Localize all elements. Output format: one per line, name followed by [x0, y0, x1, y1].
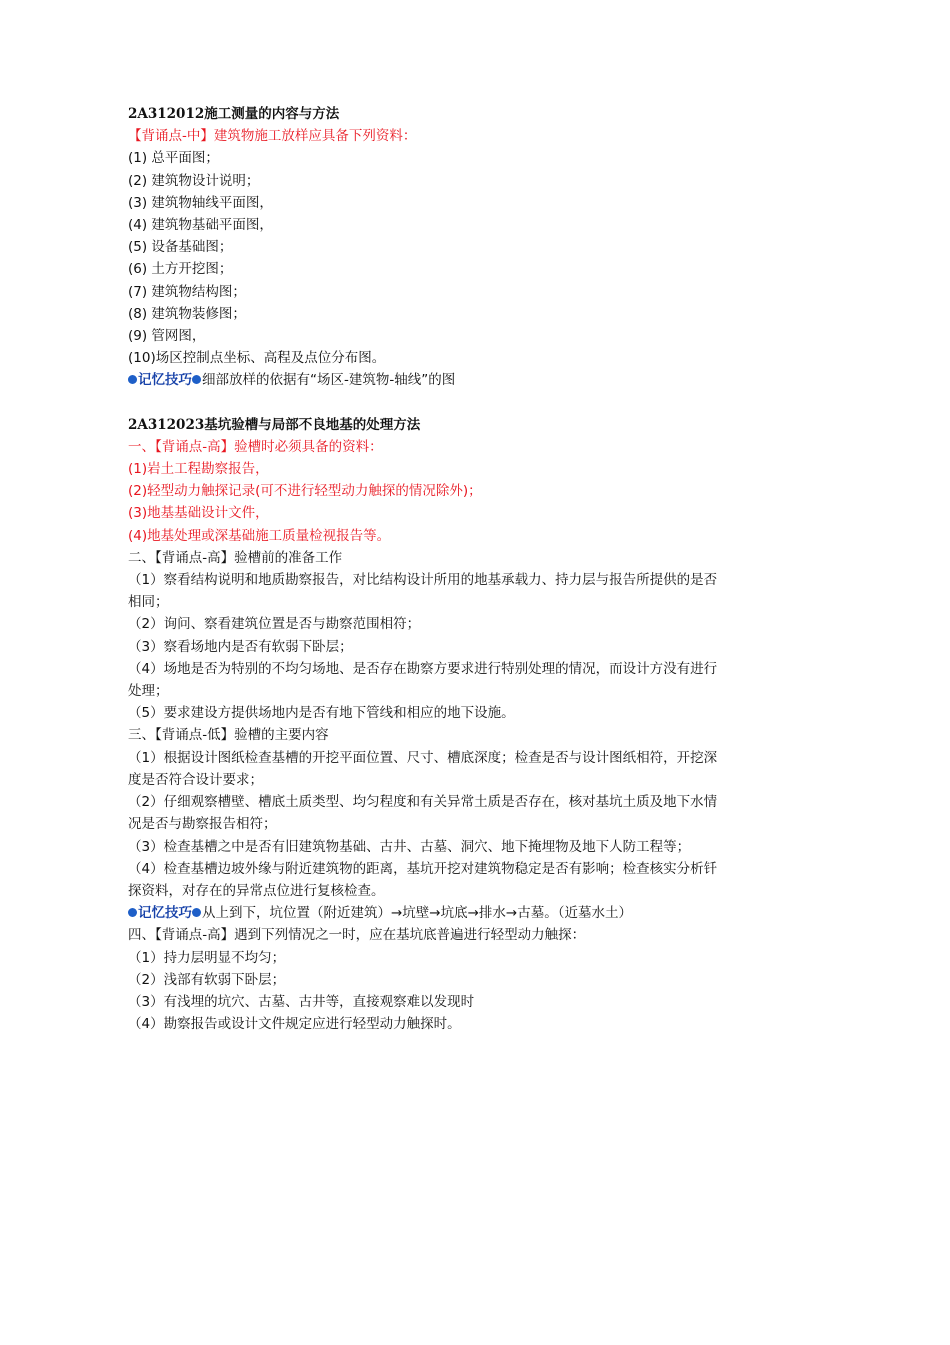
list-item: (8) 建筑物装修图；	[128, 305, 246, 322]
list-item: (1) 总平面图；	[128, 150, 219, 167]
list-item: (2)轻型动力触探记录(可不进行轻型动力触探的情况除外)；	[128, 483, 482, 500]
memory-tip	[128, 902, 728, 924]
section2-heading: 2A312023基坑验槽与局部不良地基的处理方法	[128, 416, 421, 433]
list-item: （5）要求建设方提供场地内是否有地下管线和相应的地下设施。	[128, 705, 515, 722]
memory-tip-text: 细部放样的依据有“场区-建筑物-轴线”的图	[202, 372, 456, 389]
list-item: (6) 土方开挖图；	[128, 261, 233, 278]
list-item: （2）仔细观察槽壁、槽底土质类型、均匀程度和有关异常土质是否存在，核对基坑土质及地下水情况是否与勘察报告相符；	[128, 794, 718, 833]
list-item: (3) 建筑物轴线平面图，	[128, 194, 273, 211]
part2-title: 二、【背诵点-高】验槽前的准备工作	[128, 549, 343, 566]
part1-title: 一、【背诵点-高】验槽时必须具备的资料：	[128, 438, 383, 455]
list-item: （4）勘察报告或设计文件规定应进行轻型动力触探时。	[128, 1016, 461, 1033]
list-item: (9) 管网图，	[128, 328, 206, 345]
list-item: （3）察看场地内是否有软弱下卧层；	[128, 638, 353, 655]
list-item: (5) 设备基础图；	[128, 239, 233, 256]
list-item: （3）有浅埋的坑穴、古墓、古井等，直接观察难以发现时	[128, 993, 475, 1010]
memory-bullet-icon	[192, 375, 201, 384]
list-item: (10)场区控制点坐标、高程及点位分布图。	[128, 350, 386, 367]
part4-title: 四、【背诵点-高】遇到下列情况之一时，应在基坑底普遍进行轻型动力触探：	[128, 927, 586, 944]
list-item: （4）检查基槽边坡外缘与附近建筑物的距离，基坑开挖对建筑物稳定是否有影响；检查核实分析钎探资料，对存在的异常点位进行复核检查。	[128, 860, 718, 899]
section1-heading: 2A312012施工测量的内容与方法	[128, 106, 340, 122]
memory-bullet-icon	[128, 908, 137, 917]
list-item: （1）持力层明显不均匀；	[128, 949, 286, 966]
memory-tip-text: 从上到下，坑位置（附近建筑）→坑壁→坑底→排水→古墓。（近墓水土）	[202, 905, 632, 922]
section1-intro: 【背诵点-中】建筑物施工放样应具备下列资料：	[128, 128, 417, 145]
list-item: （3）检查基槽之中是否有旧建筑物基础、古井、古墓、洞穴、地下掩埋物及地下人防工程等；	[128, 838, 691, 855]
memory-bullet-icon	[192, 908, 201, 917]
list-item: (3)地基基础设计文件，	[128, 505, 269, 522]
list-item: （4）场地是否为特别的不均匀场地、是否存在勘察方要求进行特别处理的情况，而设计方没有进行处理；	[128, 660, 718, 700]
list-item: (2) 建筑物设计说明；	[128, 172, 260, 189]
memory-bullet-icon	[128, 375, 137, 384]
part3-title: 三、【背诵点-低】验槽的主要内容	[128, 727, 329, 744]
section-spacer	[128, 392, 728, 414]
list-item: (1)岩土工程勘察报告，	[128, 461, 269, 478]
list-item: （2）浅部有软弱下卧层；	[128, 971, 286, 988]
memory-tip-label: 记忆技巧	[138, 372, 192, 389]
list-item: （1）察看结构说明和地质勘察报告，对比结构设计所用的地基承载力、持力层与报告所提供的是否相同；	[128, 572, 718, 611]
list-item: （1）根据设计图纸检查基槽的开挖平面位置、尺寸、槽底深度；检查是否与设计图纸相符，开挖深度是否符合设计要求；	[128, 749, 718, 788]
memory-tip-label: 记忆技巧	[138, 905, 192, 922]
list-item: (4) 建筑物基础平面图，	[128, 217, 273, 234]
memory-tip	[128, 369, 728, 391]
document-page	[128, 103, 728, 1035]
list-item: （2）询问、察看建筑位置是否与勘察范围相符；	[128, 616, 421, 633]
list-item: (7) 建筑物结构图；	[128, 283, 246, 300]
list-item: (4)地基处理或深基础施工质量检视报告等。	[128, 527, 391, 544]
